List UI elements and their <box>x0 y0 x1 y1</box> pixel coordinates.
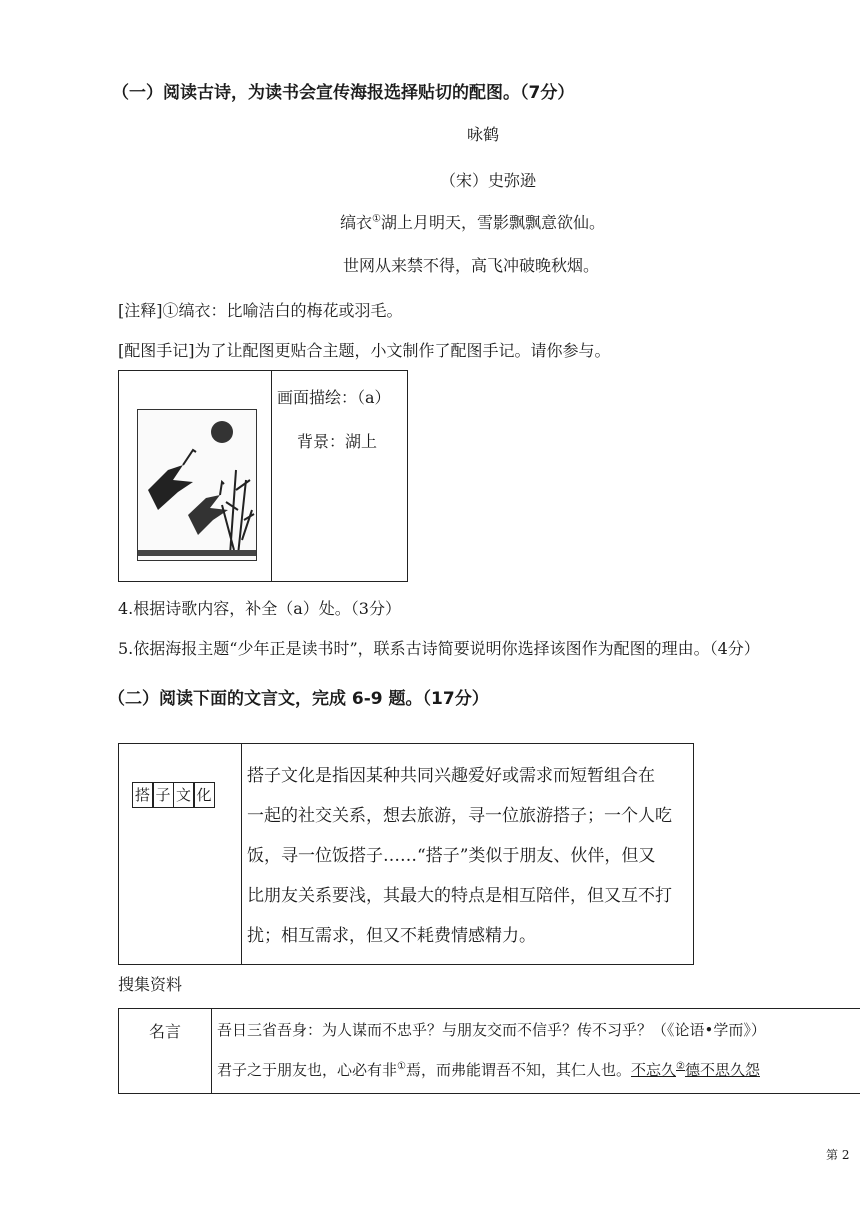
section2-heading: （二）阅读下面的文言文，完成 6-9 题。（17分） <box>108 689 489 709</box>
table-description: 画面描绘：（a） <box>277 388 391 407</box>
poem-note: [注释]①缟衣：比喻洁白的梅花或羽毛。 <box>118 301 403 320</box>
crane-illustration <box>137 409 257 561</box>
footnote-mark: ① <box>372 213 381 225</box>
question-4: 4.根据诗歌内容，补全（a）处。（3分） <box>118 599 401 618</box>
page-number: 第 2 <box>826 1148 850 1162</box>
dazi-paragraph: 搭子文化是指因某种共同兴趣爱好或需求而短暂组合在 一起的社交关系，想去旅游，寻一位旅游搭子；一个人吃 饭，寻一位饭搭子……“搭子”类似于朋友、伙伴，但又 比朋友关系要浅，其最大的特点是相互陪伴，但又互不打 扰；相互需求，但又不耗费情感精力。 <box>247 766 672 946</box>
collect-label: 搜集资料 <box>118 975 183 994</box>
quotes-table <box>118 1008 860 1094</box>
quote-line-2: 君子之于朋友也，心必有非①焉，而弗能谓吾不知，其仁人也。不忘久②德不思久怨 <box>217 1061 760 1079</box>
section1-heading: （一）阅读古诗，为读书会宣传海报选择贴切的配图。（7分） <box>112 83 575 103</box>
dazi-culture-table <box>118 743 694 965</box>
crane-moon-image <box>138 410 256 560</box>
poem-line-2: 世网从来禁不得，高飞冲破晚秋烟。 <box>343 256 600 275</box>
question-5: 5.依据海报主题“少年正是读书时”，联系古诗简要说明你选择该图作为配图的理由。（4分） <box>118 639 760 658</box>
quote-line-1: 吾日三省吾身：为人谋而不忠乎？与朋友交而不信乎？传不习乎？（《论语•学而》） <box>217 1021 766 1039</box>
poem-author: （宋）史弥逊 <box>440 171 537 190</box>
quote-label: 名言 <box>149 1022 182 1041</box>
illustration-table <box>118 370 408 582</box>
poem-line-1: 缟衣①湖上月明天，雪影飘飘意欲仙。 <box>340 213 605 232</box>
poem-title: 咏鹤 <box>467 125 500 144</box>
table-background: 背景：湖上 <box>297 432 378 451</box>
handnote-intro: [配图手记]为了让配图更贴合主题，小文制作了配图手记。请你参与。 <box>118 341 611 360</box>
dazi-culture-label: 搭 子 文 化 <box>133 782 215 808</box>
